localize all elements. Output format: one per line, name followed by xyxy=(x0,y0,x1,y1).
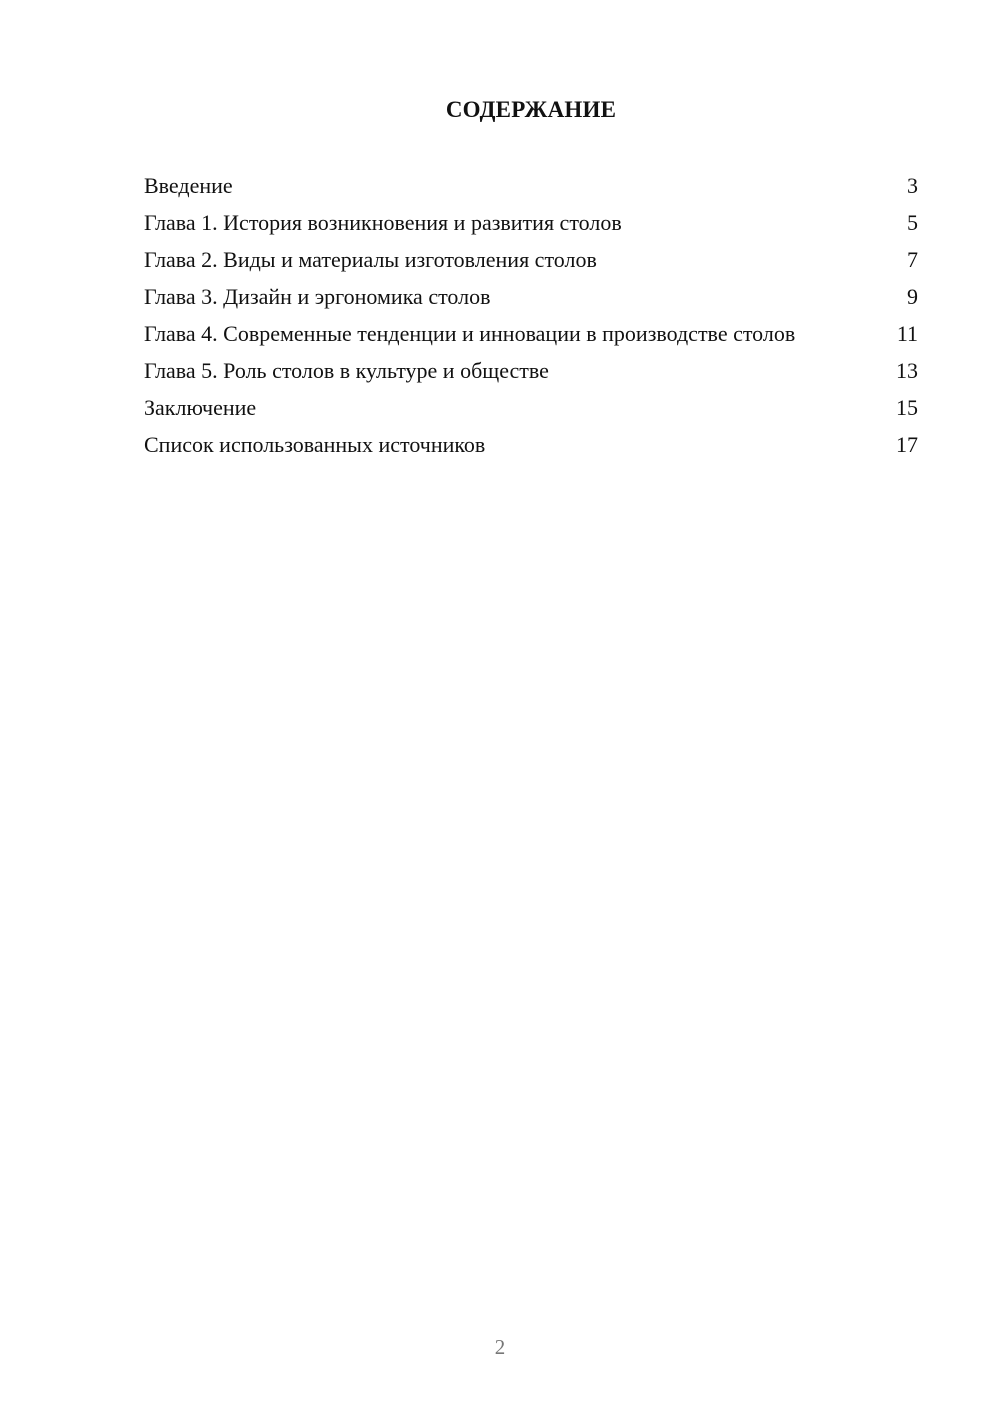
toc-entry-page: 11 xyxy=(896,321,918,346)
toc-entry-introduction xyxy=(144,172,918,199)
toc-entry-chapter-1 xyxy=(144,209,918,236)
toc-entry-page: 7 xyxy=(907,247,918,272)
toc-entry-text: Глава 5. Роль столов в культуре и обществе xyxy=(144,358,549,383)
toc-entry-page: 9 xyxy=(907,284,918,309)
toc-entry-conclusion xyxy=(144,394,918,421)
toc-entry-page: 13 xyxy=(896,358,918,383)
page-number: 2 xyxy=(494,1335,506,1359)
toc-entry-chapter-4 xyxy=(144,320,918,347)
toc-entry-page: 17 xyxy=(896,432,918,457)
toc-entry-text: Глава 3. Дизайн и эргономика столов xyxy=(144,284,491,309)
toc-entry-text: Глава 4. Современные тенденции и инновации в производстве столов xyxy=(144,321,796,346)
table-of-contents xyxy=(144,172,918,468)
toc-entry-text: Глава 2. Виды и материалы изготовления столов xyxy=(144,247,597,272)
toc-entry-text: Введение xyxy=(144,173,233,198)
page-title: СОДЕРЖАНИЕ xyxy=(445,97,617,122)
toc-entry-text: Список использованных источников xyxy=(144,432,486,457)
toc-entry-page: 15 xyxy=(896,395,918,420)
toc-entry-references xyxy=(144,431,918,458)
toc-entry-chapter-3 xyxy=(144,283,918,310)
toc-entry-page: 3 xyxy=(907,173,918,198)
toc-entry-text: Заключение xyxy=(144,395,257,420)
toc-entry-text: Глава 1. История возникновения и развития столов xyxy=(144,210,622,235)
toc-entry-chapter-5 xyxy=(144,357,918,384)
toc-entry-page: 5 xyxy=(907,210,918,235)
toc-entry-chapter-2 xyxy=(144,246,918,273)
